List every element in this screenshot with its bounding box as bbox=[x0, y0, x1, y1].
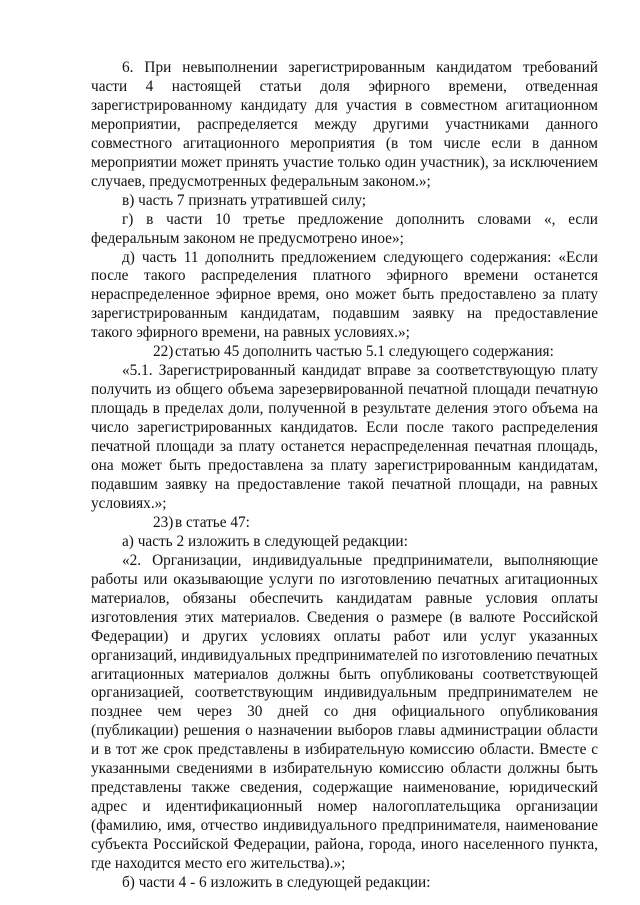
point-text: в статье 47: bbox=[175, 513, 250, 531]
point-number: 23) bbox=[153, 513, 174, 531]
paragraph-item-d: д) часть 11 дополнить предложением следующего содержания: «Если после такого распределения платного эфирного времени останется нераспределенное эфирное время, оно может быть предоставлено за плату зарегистрированным кандидатам, подавшим заявку на предоставление такого эфирного времени, на равных условиях.»; bbox=[91, 248, 598, 342]
paragraph-part-5-1: «5.1. Зарегистрированный кандидат вправе за соответствующую плату получить из общего объема зарезервированной печатной площади печатную площадь в пределах доли, полученной в результате деления этого объема на число зарегистрированных кандидатов. Если после такого распределения печатной площади за плату останется нераспределенная печатная площадь, она может быть предоставлена за плату зарегистрированным кандидатам, подавшим заявку на предоставление такой печатной площади, на равных условиях.»; bbox=[91, 362, 598, 512]
point-text: статью 45 дополнить частью 5.1 следующего содержания: bbox=[175, 343, 554, 361]
paragraph-part-6: 6. При невыполнении зарегистрированным кандидатом требований части 4 настоящей статьи доля эфирного времени, отведенная зарегистрированному кандидату для участия в совместном агитационном мероприятии, распределяется между другими участниками данного совместного агитационного мероприятия (в том числе если в данном мероприятии может принять участие только один участник), за исключением случаев, предусмотренных федеральным законом.»; bbox=[91, 59, 598, 190]
paragraph-point-23 bbox=[91, 514, 598, 533]
paragraph-point-22 bbox=[91, 343, 598, 362]
paragraph-part-2: «2. Организации, индивидуальные предприниматели, выполняющие работы или оказывающие услуги по изготовлению печатных агитационных материалов, обязаны обеспечить кандидатам равные условия оплаты изготовления этих материалов. Сведения о размере (в валюте Российской Федерации) и других условиях оплаты работ или услуг указанных организаций, индивидуальных предпринимателей по изготовлению печатных агитационных материалов должны быть опубликованы соответствующей организацией, соответствующим индивидуальным предпринимателем не позднее чем через 30 дней со дня официального опубликования (публикации) решения о назначении выборов главы администрации области и в тот же срок представлены в избирательную комиссию области. Вместе с указанными сведениями в избирательную комиссию области должны быть представлены также сведения, содержащие наименование, юридический адрес и идентификационный номер налогоплательщика организации (фамилию, имя, отчество индивидуального предпринимателя, наименование субъекта Российской Федерации, района, города, иного населенного пункта, где находится место его жительства).»; bbox=[91, 551, 598, 873]
paragraph-item-a: а) часть 2 изложить в следующей редакции: bbox=[122, 532, 408, 550]
paragraph-item-v: в) часть 7 признать утратившей силу; bbox=[122, 191, 367, 209]
document-body bbox=[91, 59, 598, 893]
paragraph-item-b: б) части 4 - 6 изложить в следующей редакции: bbox=[122, 873, 431, 891]
paragraph-item-g: г) в части 10 третье предложение дополнить словами «, если федеральным законом не предусмотрено иное»; bbox=[91, 210, 598, 247]
point-number: 22) bbox=[153, 343, 174, 361]
